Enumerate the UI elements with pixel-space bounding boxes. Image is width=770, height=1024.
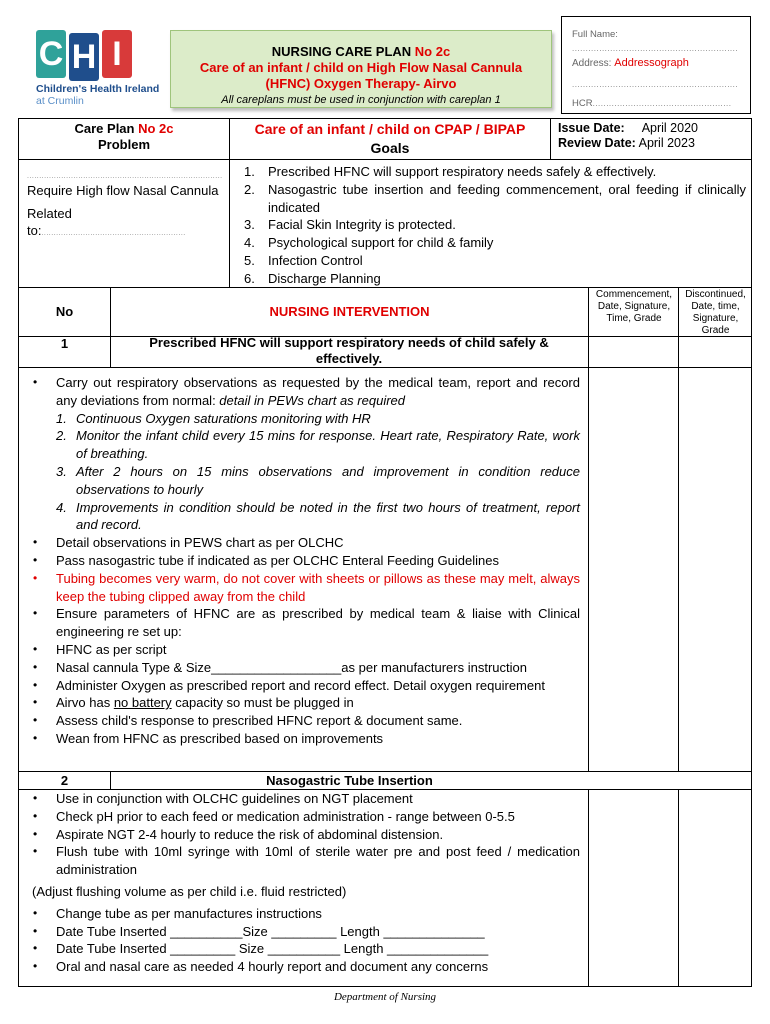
observation-sub-item	[32, 463, 580, 499]
list-item: • Wean from HFNC as prescribed based on improvements	[32, 730, 580, 748]
section2-number: 2	[60, 773, 69, 788]
section1-body	[32, 374, 580, 748]
obs-italic: detail in PEWs chart as required	[219, 392, 405, 408]
review-date-label: Review Date:	[558, 136, 636, 150]
full-name-label: Full Name:	[572, 29, 618, 40]
table-border-bottom	[18, 986, 752, 987]
table-rule	[678, 287, 679, 771]
goal-item	[244, 216, 746, 234]
goal-number: 4.	[244, 235, 255, 251]
goal-item	[244, 181, 746, 217]
addressograph-text: Addressograph	[614, 57, 689, 69]
problem-number: No 2c	[138, 121, 174, 136]
hcr-row[interactable]: HCR...................................................	[572, 98, 732, 109]
goal-item	[244, 234, 746, 252]
sub-item-number: 4.	[56, 499, 67, 515]
problem-header-line1	[19, 121, 229, 137]
address-row	[572, 57, 689, 69]
logo-letter-h: H	[69, 33, 99, 81]
airvo-underline: no battery	[113, 695, 172, 711]
goal-text: Facial Skin Integrity is protected.	[268, 217, 456, 233]
sub-item-text: Continuous Oxygen saturations monitoring with HR	[76, 410, 371, 426]
address-field[interactable]: .............................................................	[572, 80, 739, 89]
review-date-value: April 2023	[638, 136, 695, 150]
care-plan-subtitle-1: Care of an infant / child on High Flow Nasal Cannula	[199, 60, 523, 75]
goal-text: Discharge Planning	[268, 270, 381, 286]
section1-number: 1	[60, 336, 69, 351]
goals-header	[230, 120, 550, 158]
table-border-left	[18, 118, 19, 986]
list-item: • Use in conjunction with OLCHC guidelines on NGT placement	[32, 790, 580, 808]
table-rule	[110, 287, 111, 367]
list-item: • Detail observations in PEWS chart as per OLCHC	[32, 534, 580, 552]
col-no-header: No	[55, 304, 74, 319]
list-item: • Change tube as per manufactures instructions	[32, 905, 580, 923]
list-item: • Pass nasogastric tube if indicated as per OLCHC Enteral Feeding Guidelines	[32, 552, 580, 570]
goal-item	[244, 163, 746, 181]
problem-word: Problem	[97, 137, 150, 152]
logo-name-line1: Children's Health Ireland	[36, 83, 160, 95]
problem-dots: ................................................................................	[27, 173, 223, 180]
list-item: • Administer Oxygen as prescribed report and record effect. Detail oxygen requirement	[32, 677, 580, 695]
title-number: No 2c	[414, 44, 451, 59]
patient-details-box	[561, 16, 751, 114]
address-label: Address:	[572, 58, 612, 69]
observation-sub-item	[32, 427, 580, 463]
related-to[interactable]: Related to:...........................................................	[27, 206, 186, 238]
col-intervention-header: NURSING INTERVENTION	[269, 304, 430, 319]
goals-word: Goals	[370, 140, 410, 156]
care-plan-header	[170, 30, 552, 108]
goal-text: Prescribed HFNC will support respiratory needs safely & effectively.	[268, 164, 657, 179]
goals-list	[244, 163, 746, 288]
problem-label: Care Plan	[74, 121, 139, 136]
list-item: • Date Tube Inserted _________ Size __________ Length ______________	[32, 940, 580, 958]
sub-item-number: 2.	[56, 428, 67, 444]
goal-number: 5.	[244, 252, 255, 268]
list-item: • Aspirate NGT 2-4 hourly to reduce the risk of abdominal distension.	[32, 826, 580, 844]
related-label: Related to:	[27, 206, 72, 238]
section2-body	[32, 790, 580, 976]
list-item: • Oral and nasal care as needed 4 hourly report and document any concerns	[32, 958, 580, 976]
observation-sub-item	[32, 410, 580, 428]
list-item	[32, 374, 580, 410]
goal-item	[244, 252, 746, 270]
table-border-top	[18, 118, 752, 119]
goal-number: 1.	[244, 164, 255, 179]
care-plan-title	[171, 44, 551, 60]
goal-text: Infection Control	[268, 252, 363, 268]
col-commencement-header: Commencement, Date, Signature, Time, Grade	[595, 289, 673, 324]
list-item: • Date Tube Inserted __________Size _________ Length ______________	[32, 923, 580, 941]
care-plan-subtitle-2: (HFNC) Oxygen Therapy- Airvo	[265, 76, 457, 91]
full-name-field[interactable]: .............................................................	[572, 44, 739, 53]
care-plan-note: All careplans must be used in conjunction with careplan 1	[221, 94, 501, 106]
problem-header	[19, 121, 229, 153]
page-footer: Department of Nursing	[333, 991, 437, 1003]
issue-dates	[558, 121, 698, 151]
list-item: • Nasal cannula Type & Size__________________as per manufacturers instruction	[32, 659, 580, 677]
obs-text: Carry out respiratory observations as requested by the medical team, report and record any deviations from normal:	[56, 375, 580, 408]
goal-text: Nasogastric tube insertion and feeding commencement, oral feeding if clinically indicated	[268, 181, 746, 215]
title-prefix: NURSING CARE PLAN	[271, 44, 415, 59]
table-rule	[588, 789, 589, 986]
observation-sub-item	[32, 499, 580, 535]
issue-date-value: April 2020	[641, 121, 698, 135]
logo-name-line2: at Crumlin	[36, 95, 84, 107]
list-item: • Assess child's response to prescribed HFNC report & document same.	[32, 712, 580, 730]
section1-title: Prescribed HFNC will support respiratory needs of child safely & effectively.	[149, 335, 549, 366]
table-rule	[588, 287, 589, 771]
goals-title: Care of an infant / child on CPAP / BIPAP	[254, 121, 526, 137]
section2-title: Nasogastric Tube Insertion	[266, 773, 433, 788]
flush-note: (Adjust flushing volume as per child i.e. fluid restricted)	[32, 883, 347, 899]
sub-item-text: Monitor the infant child every 15 mins for response. Heart rate, Respiratory Rate, work of breathing.	[76, 428, 580, 462]
problem-text: Require High flow Nasal Cannula	[27, 183, 219, 198]
goal-number: 3.	[244, 217, 255, 233]
logo-letter-i: I	[102, 30, 132, 78]
goal-item	[244, 270, 746, 288]
table-rule	[18, 367, 752, 368]
issue-date-label: Issue Date:	[558, 121, 625, 135]
goal-number: 2.	[244, 181, 255, 197]
sub-item-text: Improvements in condition should be noted in the first two hours of treatment, report and record.	[76, 499, 580, 533]
list-item: • HFNC as per script	[32, 641, 580, 659]
warning-item: • Tubing becomes very warm, do not cover with sheets or pillows as these may melt, always keep the tubing clipped away from the child	[32, 570, 580, 606]
goal-number: 6.	[244, 270, 255, 286]
list-item: • Ensure parameters of HFNC are as prescribed by medical team & liaise with Clinical engineering re set up:	[32, 605, 580, 641]
sub-item-number: 3.	[56, 463, 67, 479]
problem-cell	[27, 172, 222, 242]
goal-text: Psychological support for child & family	[268, 235, 494, 251]
review-date	[558, 136, 698, 151]
col-discontinued-header: Discontinued, Date, time, Signature, Grade	[685, 289, 746, 336]
hcr-label: HCR	[572, 98, 593, 109]
airvo-pre: Airvo has	[56, 695, 114, 711]
airvo-item	[32, 694, 580, 712]
table-border-right	[751, 118, 752, 986]
sub-item-number: 1.	[56, 410, 67, 426]
table-rule	[678, 789, 679, 986]
sub-item-text: After 2 hours on 15 mins observations and improvement in condition reduce observations to hourly	[76, 463, 580, 497]
list-item: • Flush tube with 10ml syringe with 10ml of sterile water pre and post feed / medication administration	[32, 843, 580, 879]
airvo-post: capacity so must be plugged in	[171, 695, 354, 711]
list-item: • Check pH prior to each feed or medication administration - range between 0-5.5	[32, 808, 580, 826]
table-rule	[18, 159, 752, 160]
logo-letter-c: C	[36, 30, 66, 78]
table-rule	[550, 118, 551, 159]
issue-date	[558, 121, 698, 136]
